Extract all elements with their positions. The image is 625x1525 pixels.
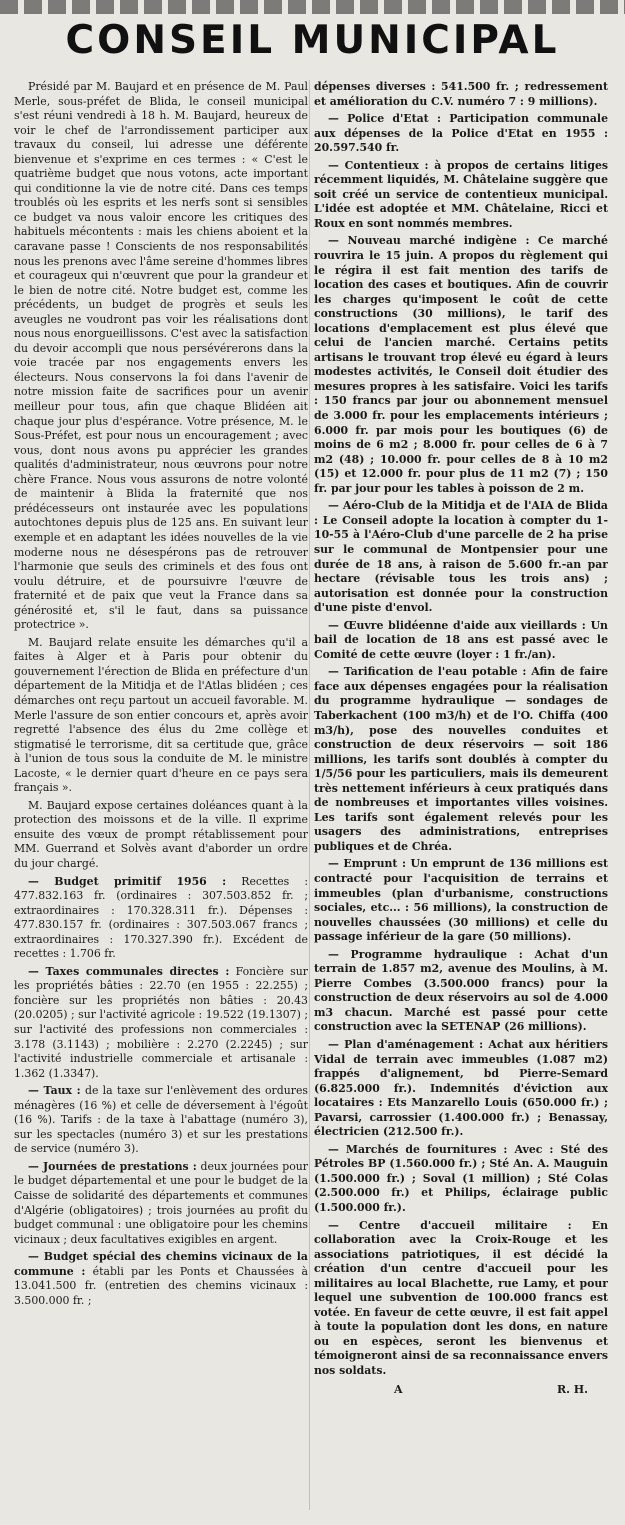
agenda-item: [314, 159, 608, 232]
agenda-item-body: Afin de faire face aux dépenses engagées pour la réalisation du programme hydraulique — sondages de Taberkachent (100 m3/h) et de l'O. Chiffa (400 m3/h), pose des nouvelles conduites et construction de deux réservoirs — soit 186 millions, les tarifs sont doublés à compter du 1/5/56 pour les particuliers, mais ils demeurent très nettement inférieurs à ceux pratiqués dans de nombreuses et importantes villes voisines. Les tarifs sont également relevés pour les usagers des administrations, entreprises publiques et de Chréa.: [314, 665, 608, 853]
column-divider: [309, 80, 310, 1510]
paragraph: M. Baujard expose certaines doléances quant à la protection des moissons et de la ville. Il exprime ensuite des vœux de prompt rétablissement pour MM. Guerrand et Solvès avant d'aborder un ordre du jour chargé.: [14, 798, 308, 870]
agenda-item: [14, 1250, 308, 1308]
paragraph: M. Baujard relate ensuite les démarches qu'il a faites à Alger et à Paris pour obtenir du gouvernement l'érection de Blida en préfecture d'un département de la Mitidja et de l'Atlas blidéen ; ces démarches ont reçu partout un accueil favorable. M. Merle l'assure de son entier concours et, après avoir regretté l'absence des élus du 2me collège et stigmatisé le terrorisme, dit sa certitude que, grâce à l'union de tous sous la conduite de M. le ministre Lacoste, « le dernier quart d'heure en ce pays sera français ».: [14, 635, 308, 795]
signature-line: [314, 1383, 608, 1398]
agenda-item: [14, 875, 308, 962]
agenda-item-heading: — Marchés de fournitures :: [328, 1142, 508, 1156]
agenda-item-body: Participation communale aux dépenses de la Police d'Etat en 1955 : 20.597.540 fr.: [314, 112, 608, 155]
signature-right: R. H.: [556, 1382, 588, 1396]
agenda-item: [14, 1084, 308, 1157]
agenda-item: [314, 1219, 608, 1379]
agenda-item-heading: — Police d'Etat :: [328, 112, 441, 126]
agenda-item-body: Un bail de location de 18 ans est passé avec le Comité de cette œuvre (loyer : 1 fr./an).: [314, 618, 608, 661]
agenda-item-heading: — Tarification de l'eau potable :: [328, 665, 527, 679]
agenda-item: [314, 234, 608, 496]
agenda-item-heading: — Programme hydraulique :: [328, 947, 523, 961]
agenda-item: [314, 665, 608, 854]
agenda-item-heading: — Œuvre blidéenne d'aide aux vieillards :: [328, 618, 586, 632]
agenda-item-heading: — Budget primitif 1956 :: [28, 874, 227, 888]
right-items: [314, 80, 608, 1379]
agenda-item: [314, 1143, 608, 1216]
agenda-item-heading: — Nouveau marché indigène :: [328, 234, 530, 248]
agenda-item-body: à propos de certains litiges récemment liquidés, M. Châtelaine suggère que soit créé un service de contentieux municipal. L'idée est adoptée et MM. Châtelaine, Ricci et Roux en sont nommés membres.: [314, 158, 608, 230]
agenda-item-body: Achat aux héritiers Vidal de terrain avec immeubles (1.087 m2) frappés d'alignement, bd Pierre-Semard (6.825.000 fr.). Indemnités d'éviction aux locataires : Ets Manzarello Louis (650.000 fr.) ; Pavarsi, carrossier (1.400.000 fr.) ; Benassay, électricien (212.500 fr.).: [314, 1038, 608, 1139]
agenda-item-body: Ce marché rouvrira le 15 juin. A propos du règlement qui le régira il est fait mention des tarifs de location des cases et boutiques. Afin de couvrir les charges qu'imposent le coût de cette constructions (30 millions), le tarif des locations d'emplacement est plus élevé que celui de l'ancien marché. Certains petits artisans le trouvant trop élevé eu égard à leurs modestes activités, le Conseil doit étudier des mesures propres à les satisfaire. Voici les tarifs : 150 francs par jour ou abonnement mensuel de 3.000 fr. pour les emplacements intérieurs ; 6.000 fr. par mois pour les boutiques (6) de moins de 6 m2 ; 8.000 fr. pour celles de 6 à 7 m2 (48) ; 10.000 fr. pour celles de 8 à 10 m2 (15) et 12.000 fr. pour plus de 11 m2 (7) ; 150 fr. par jour pour les tables à poisson de 2 m.: [314, 234, 608, 495]
agenda-item-body: Avec : Sté des Pétroles BP (1.560.000 fr.) ; Sté An. A. Mauguin (1.500.000 fr.) ; Soval (1 million) ; Sté Colas (2.500.000 fr.) et Philips, éclairage public (1.500.000 fr.).: [314, 1142, 608, 1215]
agenda-item: [314, 112, 608, 156]
signature-left: A: [394, 1382, 403, 1396]
masthead-rule: [0, 0, 625, 14]
agenda-item-body: Le Conseil adopte la location à compter du 1-10-55 à l'Aéro-Club d'une parcelle de 2 ha prise sur le communal de Montpensier pour une durée de 18 ans, à raison de 5.600 fr.-an par hectare (révisable tous les trois ans) ; autorisation est donnée pour la construction d'une piste d'envol.: [314, 513, 608, 615]
column-left: [14, 80, 308, 1520]
agenda-item: [14, 965, 308, 1081]
agenda-item-heading: — Journées de prestations :: [28, 1159, 197, 1173]
agenda-item-heading: — Contentieux :: [328, 158, 429, 172]
article-title: CONSEIL MUNICIPAL: [65, 18, 560, 63]
agenda-item-body: Foncière sur les propriétés bâties : 22.70 (en 1955 : 22.255) ; foncière sur les propriétés non bâties : 20.43 (20.0205) ; sur l'activité agricole : 19.522 (19.1307) ; sur l'activité des professions non commerciales : 3.178 (3.1143) ; mobilière : 2.270 (2.2245) ; sur l'activité industrielle commerciale et artisanale : 1.362 (1.3347).: [14, 964, 308, 1080]
agenda-item: [314, 499, 608, 615]
agenda-item-body: établi par les Ponts et Chaussées à 13.041.500 fr. (entretien des chemins vicinaux : 3.500.000 fr. ;: [14, 1264, 308, 1307]
agenda-item: [314, 80, 608, 109]
agenda-item-body: de la taxe sur l'enlèvement des ordures ménagères (16 %) et celle de déversement à l'égoût (16 %). Tarifs : de la taxe à l'abattage (numéro 3), sur les spectacles (numéro 3) et sur les prestations de service (numéro 3).: [14, 1084, 308, 1156]
agenda-item-body: dépenses diverses : 541.500 fr. ; redressement et amélioration du C.V. numéro 7 : 9 millions).: [314, 80, 608, 108]
agenda-item: [314, 1038, 608, 1140]
agenda-item-body: deux journées pour le budget départemental et une pour le budget de la Caisse de solidarité des départements et communes d'Algérie (obligatoires) ; trois journées au profit du budget communal : une obligatoire pour les chemins vicinaux ; deux facultatives exigibles en argent.: [14, 1159, 308, 1246]
agenda-item-heading: — Taux :: [28, 1084, 81, 1098]
column-right: [314, 80, 608, 1520]
agenda-item-heading: — Centre d'accueil militaire :: [328, 1218, 572, 1232]
agenda-item-heading: — Emprunt :: [328, 857, 407, 871]
agenda-item: [314, 619, 608, 663]
agenda-item: [14, 1160, 308, 1247]
agenda-item-heading: — Taxes communales directes :: [28, 964, 230, 978]
paragraph: Présidé par M. Baujard et en présence de M. Paul Merle, sous-préfet de Blida, le conseil municipal s'est réuni vendredi à 18 h. M. Baujard, heureux de voir le chef de l'arrondissement participer aux travaux du conseil, lui adresse une déférente bienvenue et s'exprime en ces termes : « C'est le quatrième budget que nous votons, acte important qui conditionne la vie de notre cité. Dans ces temps troublés où les esprits et les nerfs sont si sensibles ce budget va nous valoir encore les critiques des habituels mécontents : mais les chiens aboient et la caravane passe ! Conscients de nos responsabilités nous les prenons avec l'âme sereine d'hommes libres et courageux qui n'œuvrent que pour la grandeur et le bien de notre cité. Notre budget est, comme les précédents, un budget de progrès et seuls les aveugles ne voudront pas voir les réalisations dont nous nous enorgueillissons. C'est avec la satisfaction du devoir accompli que nous persévérerons dans la voie tracée par nos engagements envers les électeurs. Nous conservons la foi dans l'avenir de notre mission faite de sacrifices pour un avenir meilleur pour tous, afin que chaque Blidéen ait chaque jour plus d'espérance. Votre présence, M. le Sous-Préfet, est pour nous un encouragement ; avec vous, dont nous avons pu apprécier les grandes qualités d'administrateur, nous œuvrons pour notre chère France. Nous vous assurons de notre volonté de maintenir à Blida la fraternité que nos prédécesseurs ont instaurée avec les populations autochtones depuis plus de 125 ans. En suivant leur exemple et en adaptant les idées nouvelles de la vie moderne nous ne désespérons pas de retrouver l'harmonie que seuls des criminels et des fous ont voulu détruire, et de poursuivre l'œuvre de fraternité et de paix que veut la France dans sa générosité et, s'il le faut, dans sa puissance protectrice ».: [14, 80, 308, 632]
agenda-item-heading: — Aéro-Club de la Mitidja et de l'AIA de Blida :: [314, 499, 608, 527]
left-items: [14, 875, 308, 1309]
agenda-item-body: Achat d'un terrain de 1.857 m2, avenue des Moulins, à M. Pierre Combes (3.500.000 francs) pour la construction de deux réservoirs au sol de 4.000 m3 chacun. Marché est passé pour cette construction avec la SETENAP (26 millions).: [314, 947, 608, 1034]
agenda-item-body: Un emprunt de 136 millions est contracté pour l'acquisition de terrains et immeubles (plan d'urbanisme, constructions sociales, etc... : 56 millions), la construction de nouvelles chaussées (30 millions) et celle du passage inférieur de la gare (50 millions).: [314, 857, 608, 944]
agenda-item: [314, 948, 608, 1035]
agenda-item-heading: — Plan d'aménagement :: [328, 1038, 484, 1051]
agenda-item-heading: — Budget spécial des chemins vicinaux de la commune :: [14, 1250, 308, 1278]
agenda-item-body: En collaboration avec la Croix-Rouge et les associations patriotiques, il est décidé la création d'un centre d'accueil pour les militaires au local Blachette, rue Lamy, et pour lequel une subvention de 100.000 francs est votée. En faveur de cette œuvre, il est fait appel à toute la population dont les dons, en nature ou en espèces, seront les bienvenus et témoigneront ainsi de sa reconnaissance envers nos soldats.: [314, 1218, 608, 1378]
agenda-item-body: Recettes : 477.832.163 fr. (ordinaires : 307.503.852 fr. ; extraordinaires : 170.328.311 fr.). Dépenses : 477.830.157 fr. (ordinaires : 307.503.067 francs ; extraordinaires : 170.327.390 fr.). Excédent de recettes : 1.706 fr.: [14, 874, 308, 961]
agenda-item: [314, 857, 608, 944]
